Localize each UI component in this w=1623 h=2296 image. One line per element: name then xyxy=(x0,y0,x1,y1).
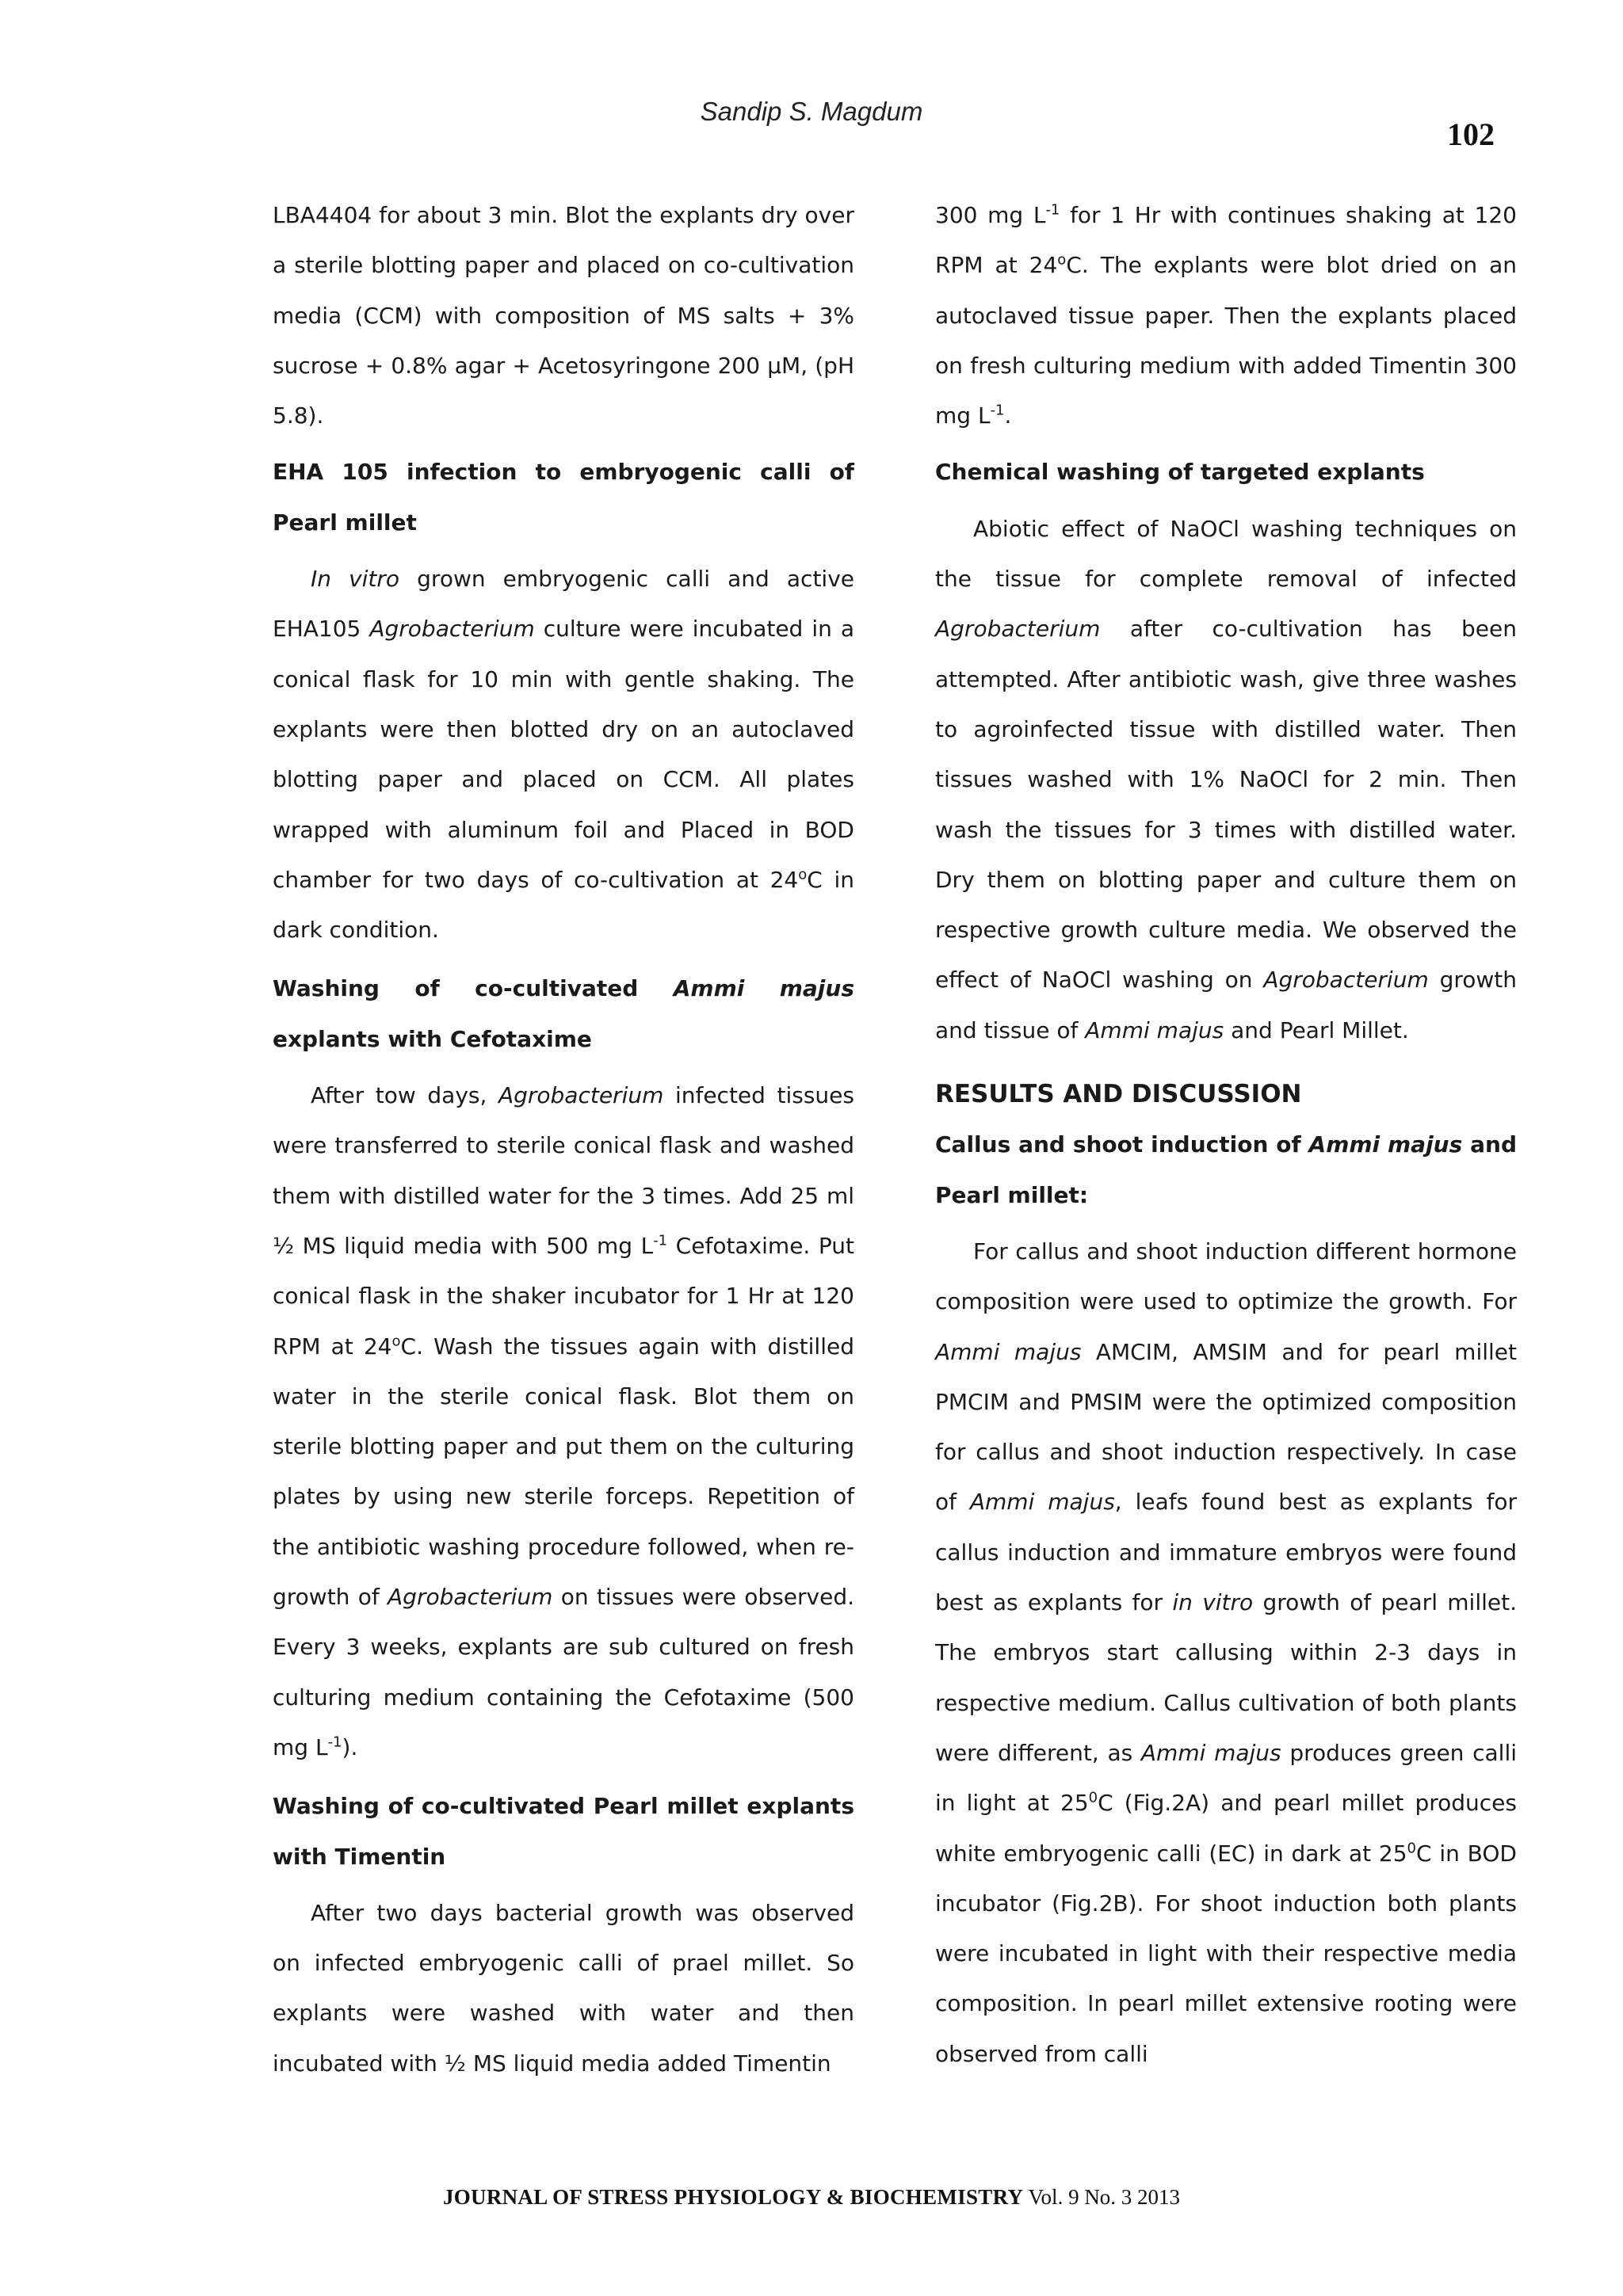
paragraph xyxy=(935,1226,1517,2079)
page-number: 102 xyxy=(1447,116,1495,152)
paragraph xyxy=(935,190,1517,441)
text-run: For callus and shoot induction different hormone composition were used to optimize the growth. For xyxy=(935,1238,1517,1315)
text-run: Cefotaxime. Put conical flask in the shaker incubator for 1 Hr at 120 RPM at 24 xyxy=(273,1232,854,1360)
superscript: -1 xyxy=(1045,201,1060,219)
superscript: 0 xyxy=(1407,1840,1416,1857)
section-heading: EHA 105 infection to embryogenic calli of Pearl millet xyxy=(273,459,854,536)
text-run: produces green calli in light at 25 xyxy=(935,1739,1518,1817)
paragraph xyxy=(935,504,1517,1055)
paragraph: LBA4404 for about 3 min. Blot the explants dry over a sterile blotting paper and placed on co-cultivation media (CCM) with composition of MS salts + 3% sucrose + 0.8% agar + Acetosyringone 200 µM, (pH 5.8). xyxy=(273,202,854,429)
section-heading: Washing of co-cultivated Pearl millet explants with Timentin xyxy=(273,1793,854,1870)
text-run: C. The explants were blot dried on an autoclaved tissue paper. Then the explants placed on fresh culturing medium with added Timentin 300 mg L xyxy=(935,252,1517,429)
text-run: on tissues were observed. Every 3 weeks, explants are sub cultured on fresh culturing medium containing the Cefotaxime (500 mg L xyxy=(273,1584,854,1760)
superscript: -1 xyxy=(327,1733,342,1751)
text-run: grown embryogenic calli and active EHA105 xyxy=(273,566,854,643)
text-run: for 1 Hr with continues shaking at 120 RPM at 24 xyxy=(935,202,1517,279)
journal-volume: Vol. 9 No. 3 2013 xyxy=(1023,2185,1181,2209)
text-run: Washing of co-cultivated xyxy=(273,975,674,1002)
text-run: C. Wash the tissues again with distilled water in the sterile conical flask. Blot them on sterile blotting paper and put them on the culturing plates by using new sterile forceps. Repetition of the antibiotic washing procedure followed, when re-growth of xyxy=(273,1333,854,1611)
text-run: explants with Cefotaxime xyxy=(273,1025,592,1052)
paragraph: After two days bacterial growth was observed on infected embryogenic calli of prael millet. So explants were washed with water and then incubated with ½ MS liquid media added Timentin xyxy=(273,1899,854,2077)
italic-term: Ammi majus xyxy=(673,975,855,1002)
results-discussion-heading: RESULTS AND DISCUSSION xyxy=(935,1080,1302,1109)
paragraph xyxy=(273,1070,854,1772)
italic-term: in vitro xyxy=(1172,1589,1254,1616)
text-run: AMCIM, AMSIM and for pearl millet PMCIM and PMSIM were the optimized composition for callus and shoot induction respectively. In case of xyxy=(935,1338,1517,1516)
text-run: After tow days, xyxy=(311,1082,498,1109)
text-run: culture were incubated in a conical flask for 10 min with gentle shaking. The explants were then blotted dry on an autoclaved blotting paper and placed on CCM. All plates wrapped with aluminum foil and Placed in BOD chamber for two days of co-cultivation at 24 xyxy=(273,616,855,893)
italic-term: Ammi majus xyxy=(935,1338,1082,1365)
section-heading xyxy=(935,1119,1517,1220)
text-run: Callus and shoot induction of xyxy=(935,1131,1309,1158)
superscript: o xyxy=(798,866,808,883)
italic-term: Agrobacterium xyxy=(388,1584,553,1611)
italic-term: In vitro xyxy=(311,566,400,593)
text-run: . xyxy=(1004,402,1012,429)
text-run: after co-cultivation has been attempted. After antibiotic wash, give three washes to agroinfected tissue with distilled water. Then tissues washed with 1% NaOCl for 2 min. Then wash the tissues for 3 times with distilled water. Dry them on blotting paper and culture them on respective growth culture media. We observed the effect of NaOCl washing on xyxy=(935,616,1517,994)
running-header-author: Sandip S. Magdum xyxy=(700,97,923,126)
italic-term: Agrobacterium xyxy=(369,616,535,643)
text-run: C in BOD incubator (Fig.2B). For shoot induction both plants were incubated in light with their respective media composition. In pearl millet extensive rooting were observed from calli xyxy=(935,1840,1517,2067)
journal-name: JOURNAL OF STRESS PHYSIOLOGY & BIOCHEMISTRY xyxy=(442,2185,1024,2209)
text-run: C in dark condition. xyxy=(273,866,854,944)
section-heading xyxy=(273,963,854,1064)
journal-footer xyxy=(0,2185,1623,2210)
left-column xyxy=(273,190,854,2088)
right-column xyxy=(935,190,1517,2079)
text-run: ). xyxy=(342,1733,358,1760)
section-heading: Chemical washing of targeted explants xyxy=(935,459,1425,486)
superscript: o xyxy=(1057,251,1067,269)
italic-term: Ammi majus xyxy=(1308,1131,1463,1158)
italic-term: Ammi majus xyxy=(969,1489,1115,1516)
italic-term: Ammi majus xyxy=(1085,1016,1224,1043)
italic-term: Ammi majus xyxy=(1140,1739,1281,1766)
superscript: -1 xyxy=(990,402,1005,419)
text-run: , leafs found best as explants for callus induction and immature embryos were found best as explants for xyxy=(935,1489,1517,1616)
text-run: C (Fig.2A) and pearl millet produces white embryogenic calli (EC) in dark at 25 xyxy=(935,1790,1517,1867)
superscript: o xyxy=(391,1333,401,1350)
italic-term: Agrobacterium xyxy=(498,1082,664,1109)
text-run: infected tissues were transferred to sterile conical flask and washed them with distilled water for the 3 times. Add 25 ml ½ MS liquid media with 500 mg L xyxy=(273,1082,854,1259)
text-run: growth and tissue of xyxy=(935,967,1517,1043)
superscript: -1 xyxy=(653,1232,668,1249)
text-run: and Pearl millet: xyxy=(935,1131,1518,1208)
text-run: growth of pearl millet. The embryos start callusing within 2-3 days in respective medium. Callus cultivation of both plants were different, as xyxy=(935,1589,1517,1766)
text-run: Abiotic effect of NaOCl washing techniques on the tissue for complete removal of infected xyxy=(935,515,1517,593)
paragraph xyxy=(273,554,854,955)
italic-term: Agrobacterium xyxy=(1263,967,1429,994)
italic-term: Agrobacterium xyxy=(935,616,1101,643)
superscript: 0 xyxy=(1088,1789,1098,1806)
text-run: 300 mg L xyxy=(935,202,1046,228)
text-run: and Pearl Millet. xyxy=(1224,1016,1409,1043)
